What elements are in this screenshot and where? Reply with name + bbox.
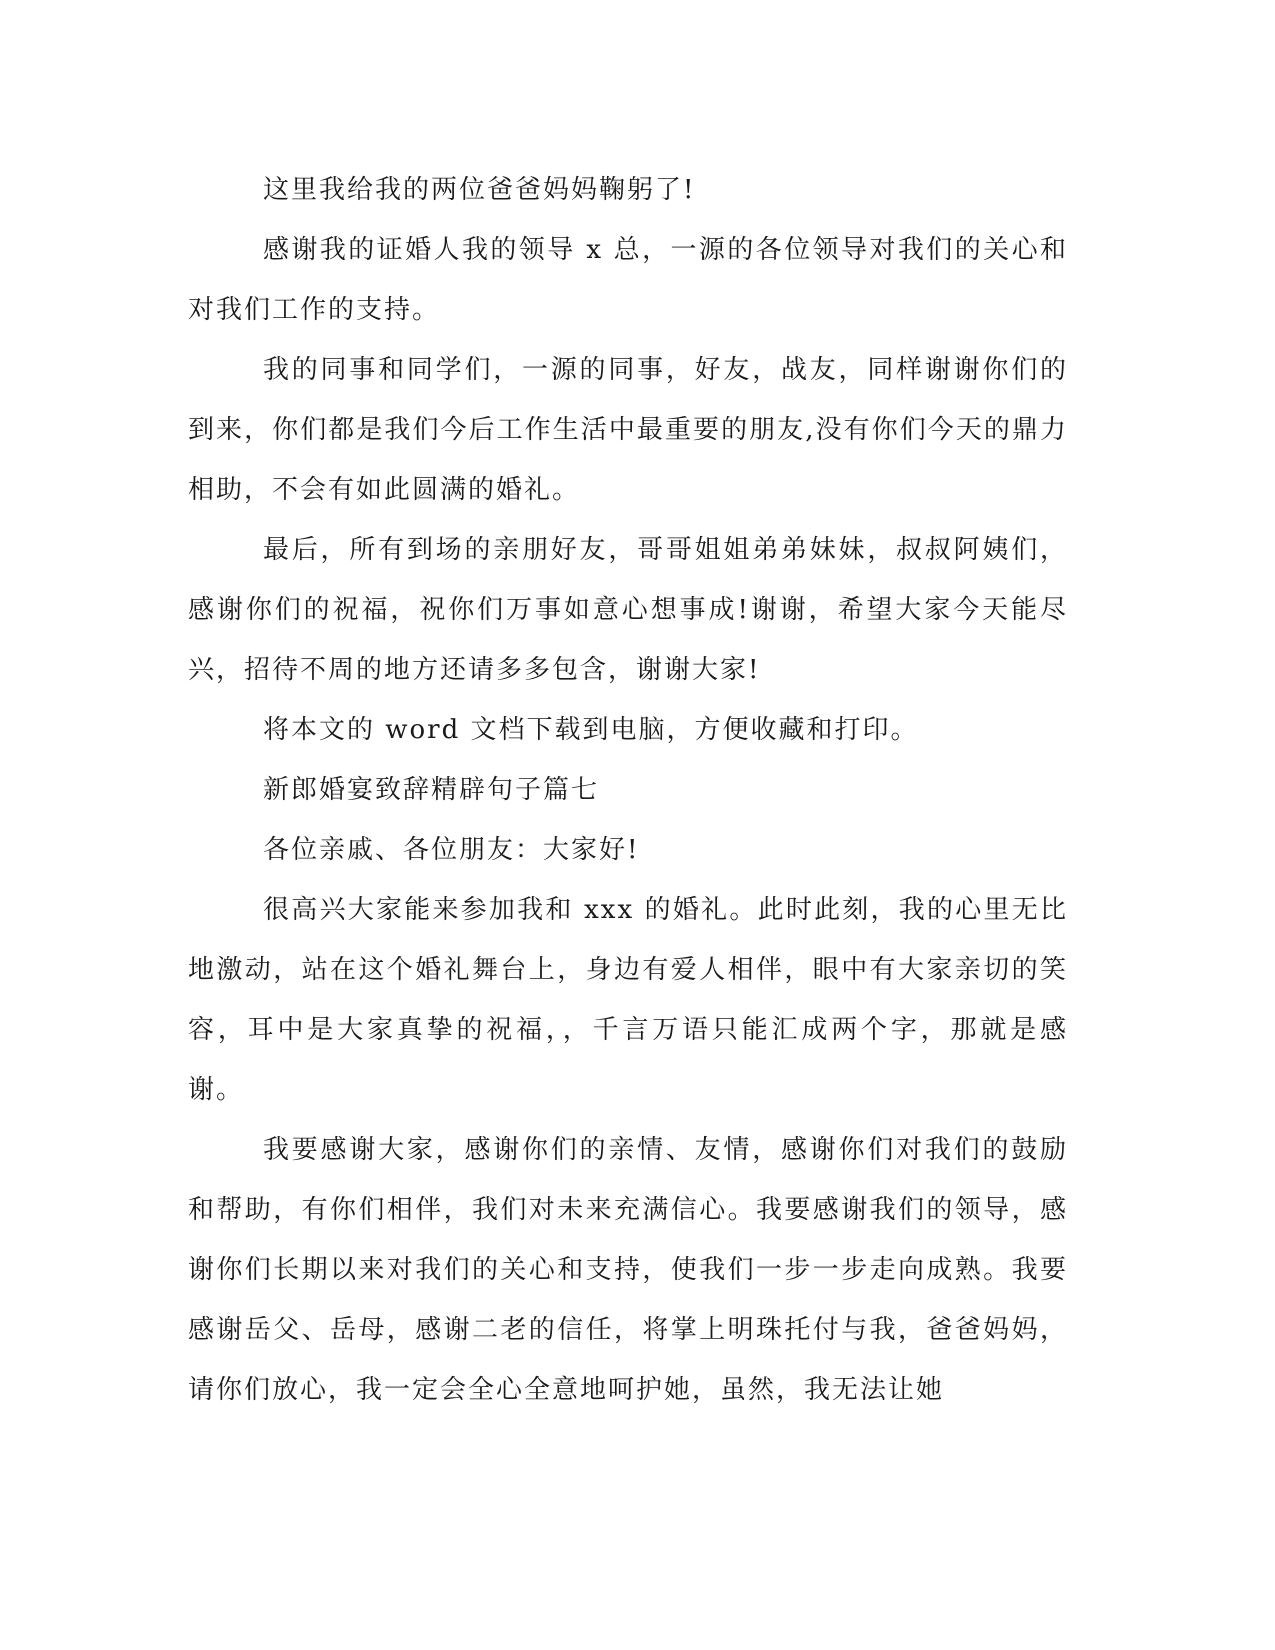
paragraph-9: 我要感谢大家，感谢你们的亲情、友情，感谢你们对我们的鼓励和帮助，有你们相伴，我们对未来充满信心。我要感谢我们的领导，感谢你们长期以来对我们的关心和支持，使我们一步一步走向成熟。我要感谢岳父、岳母，感谢二老的信任，将掌上明珠托付与我，爸爸妈妈，请你们放心，我一定会全心全意地呵护她，虽然，我无法让她: [188, 1135, 1068, 1405]
paragraph-4: 最后，所有到场的亲朋好友，哥哥姐姐弟弟妹妹，叔叔阿姨们，感谢你们的祝福，祝你们万事如意心想事成!谢谢，希望大家今天能尽兴，招待不周的地方还请多多包含，谢谢大家!: [188, 535, 1068, 685]
paragraph-5: 将本文的 word 文档下载到电脑，方便收藏和打印。: [263, 715, 919, 745]
document-body: [188, 160, 1068, 1420]
paragraph-2: 感谢我的证婚人我的领导 x 总，一源的各位领导对我们的关心和对我们工作的支持。: [188, 235, 1068, 325]
section-heading: 新郎婚宴致辞精辟句子篇七: [263, 775, 600, 805]
paragraph-1: 这里我给我的两位爸爸妈妈鞠躬了!: [263, 175, 696, 205]
paragraph-greeting: 各位亲戚、各位朋友：大家好!: [263, 835, 640, 865]
paragraph-8: 很高兴大家能来参加我和 xxx 的婚礼。此时此刻，我的心里无比地激动，站在这个婚礼舞台上，身边有爱人相伴，眼中有大家亲切的笑容，耳中是大家真挚的祝福，，千言万语只能汇成两个字，那就是感谢。: [188, 895, 1068, 1105]
paragraph-3: 我的同事和同学们，一源的同事，好友，战友，同样谢谢你们的到来，你们都是我们今后工作生活中最重要的朋友,没有你们今天的鼎力相助，不会有如此圆满的婚礼。: [188, 355, 1068, 505]
